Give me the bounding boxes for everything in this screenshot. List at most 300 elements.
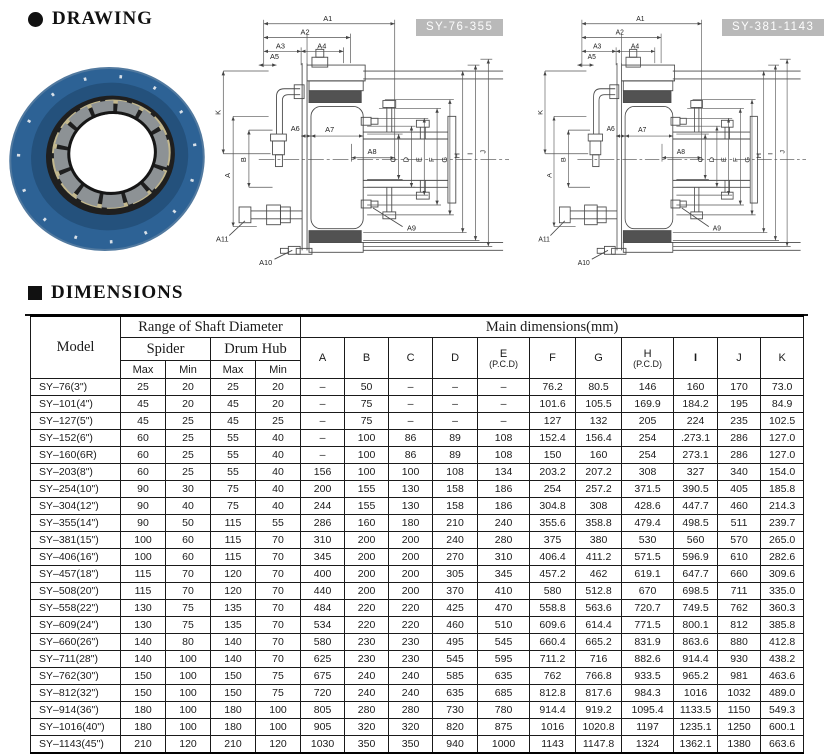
dims-table-body — [31, 379, 804, 754]
value-cell: 195 — [718, 396, 761, 413]
dim-label-a7: A7 — [638, 126, 647, 135]
model-cell: SY–406(16") — [31, 549, 121, 566]
value-cell: 89 — [433, 447, 478, 464]
value-cell: 375 — [530, 532, 576, 549]
value-cell: 155 — [345, 481, 389, 498]
value-cell: – — [301, 379, 345, 396]
dim-label-a7: A7 — [325, 125, 335, 135]
model-cell: SY–76(3") — [31, 379, 121, 396]
value-cell: 304.8 — [530, 498, 576, 515]
value-cell: 100 — [166, 702, 211, 719]
value-cell: 545 — [478, 634, 530, 651]
value-cell: 412.8 — [761, 634, 804, 651]
value-cell: .273.1 — [674, 430, 718, 447]
value-cell: 158 — [433, 498, 478, 515]
value-cell: 545 — [433, 651, 478, 668]
value-cell: 70 — [256, 532, 301, 549]
value-cell: 100 — [166, 719, 211, 736]
value-cell: 50 — [345, 379, 389, 396]
value-cell: 130 — [121, 600, 166, 617]
value-cell: 108 — [478, 430, 530, 447]
value-cell: 200 — [389, 583, 433, 600]
value-cell: 919.2 — [576, 702, 622, 719]
value-cell: 380 — [576, 532, 622, 549]
value-cell: 75 — [166, 600, 211, 617]
value-cell: 749.5 — [674, 600, 718, 617]
value-cell: 817.6 — [576, 685, 622, 702]
value-cell: 812.8 — [530, 685, 576, 702]
value-cell: 120 — [166, 736, 211, 754]
value-cell: – — [301, 430, 345, 447]
value-cell: 20 — [256, 379, 301, 396]
value-cell: 40 — [256, 498, 301, 515]
model-header: Model — [31, 316, 121, 379]
table-row — [31, 481, 804, 498]
value-cell: 152.4 — [530, 430, 576, 447]
value-cell: 90 — [121, 481, 166, 498]
value-cell: 70 — [256, 617, 301, 634]
value-cell: 120 — [211, 566, 256, 583]
value-cell: 905 — [301, 719, 345, 736]
tech-drawing-2-graphic — [536, 6, 833, 272]
value-cell: 156.4 — [576, 430, 622, 447]
dim-label-a3: A3 — [593, 43, 602, 51]
model-cell: SY–160(6R) — [31, 447, 121, 464]
value-cell: 280 — [478, 532, 530, 549]
value-cell: 457.2 — [530, 566, 576, 583]
value-cell: 150 — [121, 685, 166, 702]
value-cell: 84.9 — [761, 396, 804, 413]
value-cell: 70 — [166, 566, 211, 583]
value-cell: 1016 — [674, 685, 718, 702]
value-cell: 1235.1 — [674, 719, 718, 736]
value-cell: 273.1 — [674, 447, 718, 464]
value-cell: 25 — [166, 413, 211, 430]
value-cell: 100 — [345, 464, 389, 481]
value-cell: 831.9 — [622, 634, 674, 651]
value-cell: 390.5 — [674, 481, 718, 498]
value-cell: 660 — [718, 566, 761, 583]
value-cell: 965.2 — [674, 668, 718, 685]
value-cell: 647.7 — [674, 566, 718, 583]
value-cell: 580 — [530, 583, 576, 600]
col-header-B: B — [345, 338, 389, 379]
value-cell: 45 — [121, 396, 166, 413]
model-cell: SY–812(32") — [31, 685, 121, 702]
value-cell: 150 — [121, 668, 166, 685]
value-cell: 308 — [622, 464, 674, 481]
value-cell: 230 — [345, 651, 389, 668]
value-cell: 286 — [301, 515, 345, 532]
value-cell: 130 — [389, 498, 433, 515]
value-cell: 711.2 — [530, 651, 576, 668]
value-cell: 635 — [433, 685, 478, 702]
dim-label-h: H — [452, 153, 462, 159]
value-cell: 580 — [301, 634, 345, 651]
value-cell: 73.0 — [761, 379, 804, 396]
value-cell: – — [389, 379, 433, 396]
value-cell: 244 — [301, 498, 345, 515]
value-cell: 102.5 — [761, 413, 804, 430]
value-cell: 70 — [166, 583, 211, 600]
value-cell: 55 — [211, 464, 256, 481]
table-row — [31, 719, 804, 736]
dim-label-a4: A4 — [317, 41, 327, 51]
value-cell: 350 — [345, 736, 389, 754]
value-cell: 914.4 — [530, 702, 576, 719]
value-cell: 100 — [166, 685, 211, 702]
table-row — [31, 498, 804, 515]
value-cell: 411.2 — [576, 549, 622, 566]
value-cell: 207.2 — [576, 464, 622, 481]
value-cell: 132 — [576, 413, 622, 430]
value-cell: 698.5 — [674, 583, 718, 600]
value-cell: 70 — [256, 600, 301, 617]
value-cell: – — [478, 413, 530, 430]
value-cell: 169.9 — [622, 396, 674, 413]
value-cell: 350 — [389, 736, 433, 754]
value-cell: 20 — [256, 396, 301, 413]
value-cell: 479.4 — [622, 515, 674, 532]
value-cell: 154.0 — [761, 464, 804, 481]
table-row — [31, 396, 804, 413]
value-cell: 134 — [478, 464, 530, 481]
value-cell: 90 — [121, 515, 166, 532]
value-cell: 115 — [121, 583, 166, 600]
value-cell: 40 — [166, 498, 211, 515]
dim-label-i: I — [767, 152, 775, 155]
dim-label-a5: A5 — [270, 52, 280, 62]
value-cell: – — [478, 379, 530, 396]
value-cell: 100 — [121, 549, 166, 566]
dim-label-a6: A6 — [606, 125, 615, 134]
dim-label-e: E — [721, 157, 728, 163]
dimensions-heading-label: DIMENSIONS — [51, 282, 184, 303]
value-cell: 20 — [166, 379, 211, 396]
value-cell: 186 — [478, 498, 530, 515]
value-cell: – — [433, 396, 478, 413]
value-cell: 320 — [345, 719, 389, 736]
value-cell: 200 — [301, 481, 345, 498]
value-cell: 360.3 — [761, 600, 804, 617]
table-row — [31, 617, 804, 634]
value-cell: 86 — [389, 430, 433, 447]
value-cell: 614.4 — [576, 617, 622, 634]
value-cell: 180 — [211, 719, 256, 736]
value-cell: 254 — [622, 430, 674, 447]
value-cell: 158 — [433, 481, 478, 498]
value-cell: 55 — [256, 515, 301, 532]
drawing-2-title: SY-381-1143 — [722, 19, 824, 36]
value-cell: 510 — [478, 617, 530, 634]
value-cell: 120 — [211, 583, 256, 600]
value-cell: 882.6 — [622, 651, 674, 668]
value-cell: 1147.8 — [576, 736, 622, 754]
dim-label-i: I — [465, 152, 475, 155]
value-cell: 1016 — [530, 719, 576, 736]
table-row — [31, 515, 804, 532]
value-cell: 1020.8 — [576, 719, 622, 736]
value-cell: 660.4 — [530, 634, 576, 651]
value-cell: 200 — [345, 549, 389, 566]
value-cell: 438.2 — [761, 651, 804, 668]
value-cell: 205 — [622, 413, 674, 430]
value-cell: 1362.1 — [674, 736, 718, 754]
model-cell: SY–1016(40") — [31, 719, 121, 736]
value-cell: – — [301, 413, 345, 430]
dimensions-table — [30, 314, 804, 754]
value-cell: 100 — [166, 651, 211, 668]
drawing-1-title: SY-76-355 — [416, 19, 503, 36]
value-cell: 220 — [345, 617, 389, 634]
drum-min-header: Min — [256, 361, 301, 379]
model-cell: SY–558(22") — [31, 600, 121, 617]
value-cell: 100 — [121, 532, 166, 549]
value-cell: 130 — [389, 481, 433, 498]
value-cell: 230 — [389, 634, 433, 651]
value-cell: 25 — [211, 379, 256, 396]
model-cell: SY–203(8") — [31, 464, 121, 481]
value-cell: 203.2 — [530, 464, 576, 481]
value-cell: 120 — [256, 736, 301, 754]
dim-label-k: K — [537, 109, 545, 115]
value-cell: 70 — [256, 651, 301, 668]
value-cell: 880 — [718, 634, 761, 651]
value-cell: – — [301, 396, 345, 413]
value-cell: 40 — [256, 430, 301, 447]
value-cell: 100 — [345, 447, 389, 464]
value-cell: 230 — [389, 651, 433, 668]
value-cell: 180 — [389, 515, 433, 532]
value-cell: 186 — [478, 481, 530, 498]
value-cell: 428.6 — [622, 498, 674, 515]
value-cell: 210 — [433, 515, 478, 532]
model-cell: SY–101(4") — [31, 396, 121, 413]
value-cell: 762 — [530, 668, 576, 685]
value-cell: 308 — [576, 498, 622, 515]
value-cell: 200 — [345, 532, 389, 549]
value-cell: 75 — [345, 396, 389, 413]
value-cell: 720 — [301, 685, 345, 702]
value-cell: 200 — [345, 566, 389, 583]
value-cell: 1032 — [718, 685, 761, 702]
value-cell: 335.0 — [761, 583, 804, 600]
value-cell: 50 — [166, 515, 211, 532]
value-cell: 214.3 — [761, 498, 804, 515]
value-cell: 115 — [121, 566, 166, 583]
value-cell: 239.7 — [761, 515, 804, 532]
model-cell: SY–508(20") — [31, 583, 121, 600]
table-row — [31, 702, 804, 719]
drawing-heading-label: DRAWING — [52, 8, 153, 29]
value-cell: – — [478, 396, 530, 413]
value-cell: 70 — [256, 566, 301, 583]
dim-label-g: G — [744, 156, 752, 163]
spider-min-header: Min — [166, 361, 211, 379]
value-cell: 75 — [166, 617, 211, 634]
value-cell: 875 — [478, 719, 530, 736]
dimensions-section-heading — [28, 282, 183, 304]
value-cell: 549.3 — [761, 702, 804, 719]
dim-label-a9: A9 — [712, 225, 722, 233]
dim-label-h: H — [756, 153, 763, 159]
value-cell: 495 — [433, 634, 478, 651]
value-cell: 720.7 — [622, 600, 674, 617]
value-cell: 76.2 — [530, 379, 576, 396]
value-cell: 60 — [166, 532, 211, 549]
model-cell: SY–152(6") — [31, 430, 121, 447]
dim-label-c: C — [697, 157, 705, 163]
value-cell: 766.8 — [576, 668, 622, 685]
value-cell: 75 — [256, 668, 301, 685]
value-cell: 235 — [718, 413, 761, 430]
value-cell: 254 — [622, 447, 674, 464]
value-cell: 820 — [433, 719, 478, 736]
value-cell: 75 — [256, 685, 301, 702]
value-cell: 370 — [433, 583, 478, 600]
value-cell: 108 — [433, 464, 478, 481]
value-cell: 160 — [576, 447, 622, 464]
model-cell: SY–1143(45") — [31, 736, 121, 754]
value-cell: 1324 — [622, 736, 674, 754]
value-cell: 140 — [121, 651, 166, 668]
value-cell: 805 — [301, 702, 345, 719]
value-cell: 20 — [166, 396, 211, 413]
table-row — [31, 566, 804, 583]
value-cell: 135 — [211, 600, 256, 617]
value-cell: 914.4 — [674, 651, 718, 668]
value-cell: 585 — [433, 668, 478, 685]
table-row — [31, 464, 804, 481]
value-cell: 210 — [211, 736, 256, 754]
model-cell: SY–355(14") — [31, 515, 121, 532]
value-cell: 625 — [301, 651, 345, 668]
square-bullet-icon — [28, 286, 42, 300]
col-header-E: E (P.C.D) — [478, 338, 530, 379]
tech-drawing-1-graphic — [212, 6, 540, 272]
col-header-F: F — [530, 338, 576, 379]
value-cell: 1000 — [478, 736, 530, 754]
value-cell: 70 — [256, 634, 301, 651]
value-cell: 135 — [211, 617, 256, 634]
model-cell: SY–660(26") — [31, 634, 121, 651]
col-header-G: G — [576, 338, 622, 379]
value-cell: 462 — [576, 566, 622, 583]
value-cell: 771.5 — [622, 617, 674, 634]
value-cell: 425 — [433, 600, 478, 617]
dim-label-g: G — [439, 156, 449, 163]
value-cell: 1150 — [718, 702, 761, 719]
value-cell: – — [301, 447, 345, 464]
model-cell: SY–762(30") — [31, 668, 121, 685]
value-cell: 558.8 — [530, 600, 576, 617]
value-cell: 1250 — [718, 719, 761, 736]
dim-label-b: B — [238, 157, 248, 163]
value-cell: 460 — [718, 498, 761, 515]
value-cell: 345 — [301, 549, 345, 566]
dim-label-e: E — [414, 157, 424, 163]
dim-label-a6: A6 — [290, 124, 300, 134]
value-cell: 665.2 — [576, 634, 622, 651]
value-cell: 762 — [718, 600, 761, 617]
value-cell: – — [389, 396, 433, 413]
value-cell: 80.5 — [576, 379, 622, 396]
value-cell: 310 — [478, 549, 530, 566]
value-cell: 230 — [345, 634, 389, 651]
value-cell: 609.6 — [530, 617, 576, 634]
value-cell: 685 — [478, 685, 530, 702]
circle-bullet-icon — [28, 12, 43, 27]
value-cell: 305 — [433, 566, 478, 583]
value-cell: 180 — [121, 702, 166, 719]
value-cell: 1143 — [530, 736, 576, 754]
value-cell: 90 — [121, 498, 166, 515]
value-cell: 140 — [211, 634, 256, 651]
value-cell: 40 — [256, 464, 301, 481]
dim-label-a1: A1 — [323, 13, 333, 23]
col-header-A: A — [301, 338, 345, 379]
product-photo — [6, 52, 208, 266]
value-cell: – — [389, 413, 433, 430]
value-cell: 220 — [389, 617, 433, 634]
value-cell: 210 — [121, 736, 166, 754]
dim-label-d: D — [709, 157, 717, 163]
value-cell: 257.2 — [576, 481, 622, 498]
value-cell: 663.6 — [761, 736, 804, 754]
value-cell: 534 — [301, 617, 345, 634]
col-header-H: H (P.C.D) — [622, 338, 674, 379]
value-cell: – — [433, 379, 478, 396]
value-cell: 610 — [718, 549, 761, 566]
dim-label-a9: A9 — [406, 223, 416, 233]
value-cell: 940 — [433, 736, 478, 754]
dim-label-a2: A2 — [300, 27, 310, 37]
table-row — [31, 634, 804, 651]
value-cell: 780 — [478, 702, 530, 719]
value-cell: 240 — [389, 668, 433, 685]
value-cell: 340 — [718, 464, 761, 481]
shaft-group-header: Range of Shaft Diameter — [121, 316, 301, 338]
value-cell: 484 — [301, 600, 345, 617]
value-cell: 463.6 — [761, 668, 804, 685]
value-cell: 140 — [121, 634, 166, 651]
value-cell: 25 — [256, 413, 301, 430]
value-cell: 863.6 — [674, 634, 718, 651]
table-row — [31, 685, 804, 702]
value-cell: 930 — [718, 651, 761, 668]
value-cell: 115 — [211, 549, 256, 566]
tech-drawing-2 — [536, 6, 833, 272]
value-cell: 619.1 — [622, 566, 674, 583]
value-cell: 75 — [345, 413, 389, 430]
value-cell: 635 — [478, 668, 530, 685]
value-cell: 45 — [211, 413, 256, 430]
value-cell: 310 — [301, 532, 345, 549]
value-cell: 563.6 — [576, 600, 622, 617]
value-cell: 385.8 — [761, 617, 804, 634]
value-cell: 200 — [345, 583, 389, 600]
value-cell: 447.7 — [674, 498, 718, 515]
model-cell: SY–254(10") — [31, 481, 121, 498]
value-cell: 156 — [301, 464, 345, 481]
value-cell: 25 — [166, 464, 211, 481]
model-cell: SY–457(18") — [31, 566, 121, 583]
value-cell: 89 — [433, 430, 478, 447]
value-cell: 170 — [718, 379, 761, 396]
value-cell: 489.0 — [761, 685, 804, 702]
value-cell: 600.1 — [761, 719, 804, 736]
value-cell: 355.6 — [530, 515, 576, 532]
